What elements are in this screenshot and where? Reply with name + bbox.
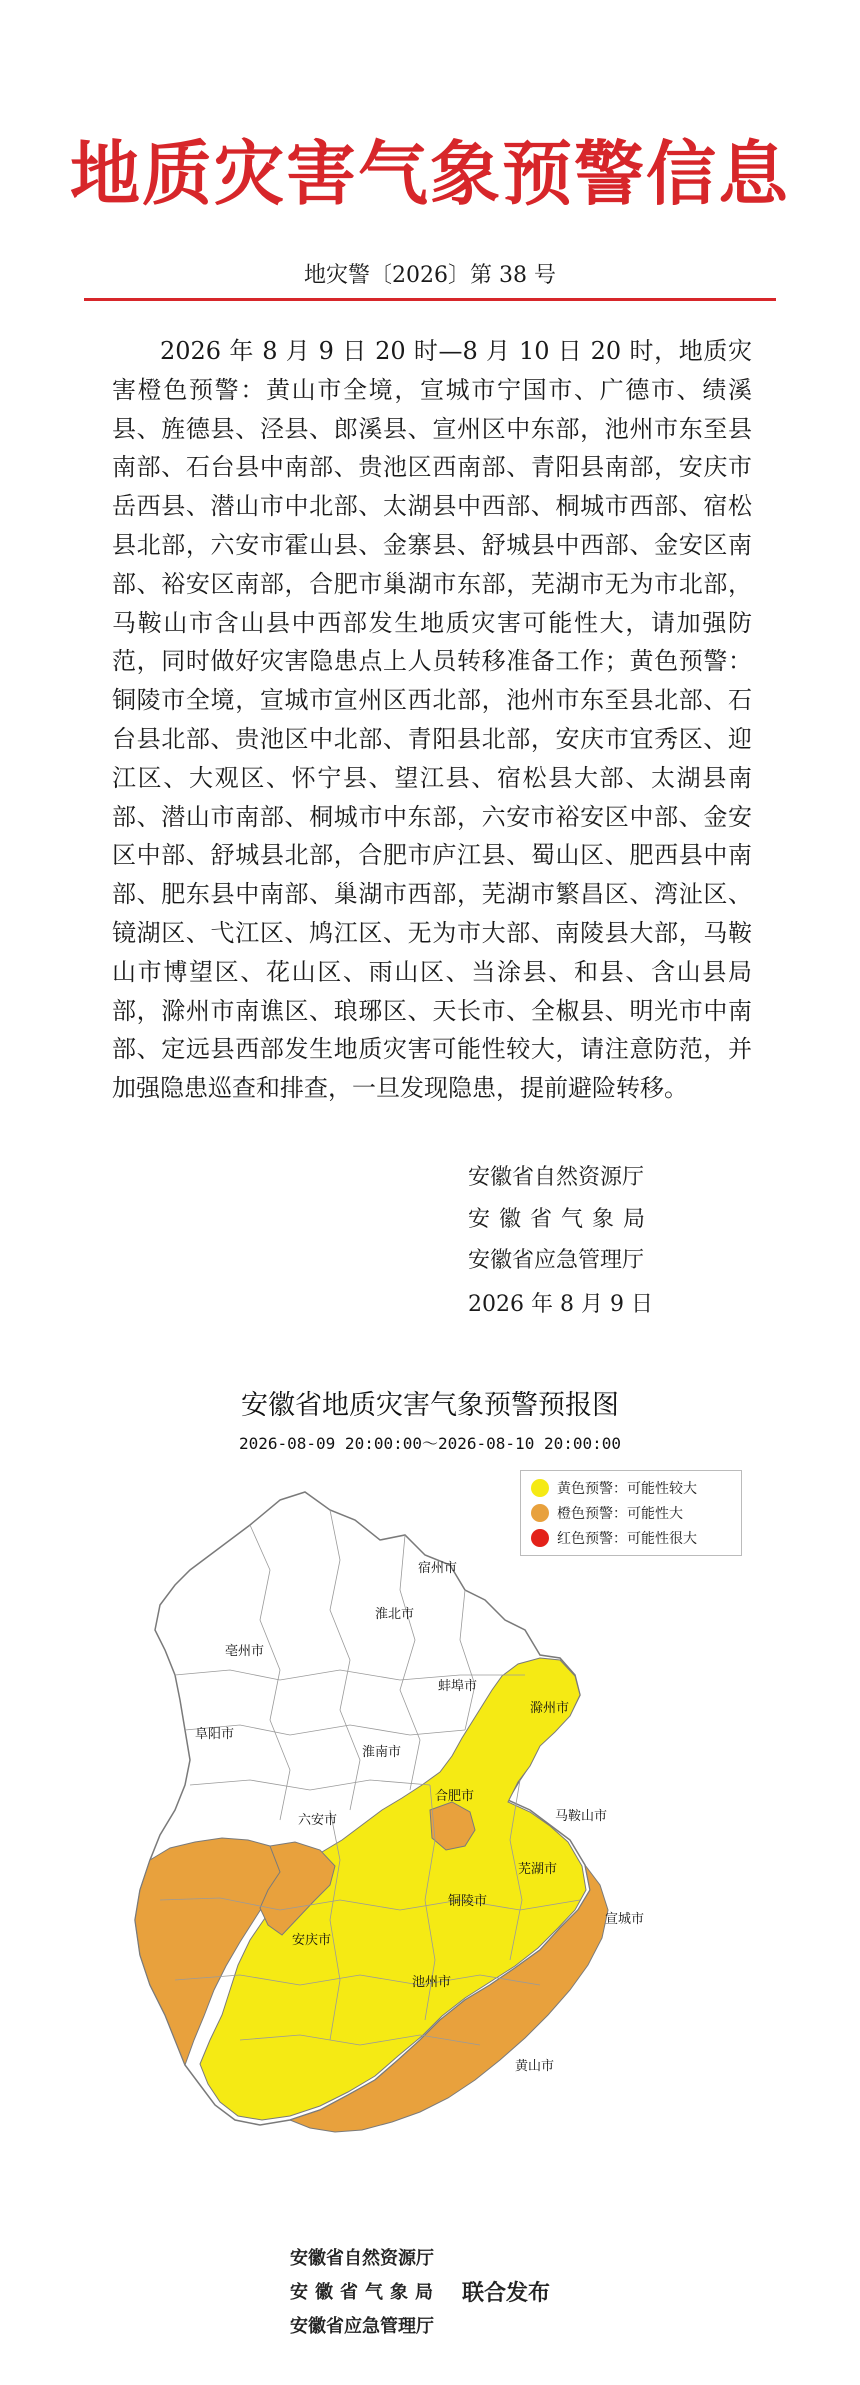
map-label-bengbu: 蚌埠市	[438, 1679, 478, 1694]
map-label-huangshan: 黄山市	[515, 2059, 555, 2074]
footer-org-meteorology: 安徽省气象局	[290, 2282, 440, 2303]
legend-label-red: 红色预警：可能性很大	[557, 1531, 697, 1547]
map-label-hefei: 合肥市	[435, 1789, 475, 1804]
map-label-tongling: 铜陵市	[448, 1894, 488, 1909]
map-label-xuancheng: 宣城市	[605, 1912, 645, 1927]
legend-item-red	[531, 1527, 697, 1549]
footer-org-emergency: 安徽省应急管理厅	[290, 2316, 434, 2337]
map-period: 2026-08-09 20:00:00～2026-08-10 20:00:00	[238, 1434, 622, 1453]
legend-swatch-yellow	[531, 1479, 549, 1497]
map-label-luan: 六安市	[298, 1813, 338, 1828]
map-label-bozhou: 亳州市	[225, 1644, 265, 1659]
map-label-maanshan: 马鞍山市	[555, 1809, 608, 1824]
map-label-huaibei: 淮北市	[375, 1607, 415, 1622]
map-label-wuhu: 芜湖市	[518, 1862, 558, 1877]
legend-swatch-orange	[531, 1504, 549, 1522]
map-label-suzhou: 宿州市	[418, 1561, 458, 1576]
map-label-chuzhou: 滁州市	[530, 1701, 570, 1716]
signature-org-emergency: 安徽省应急管理厅	[468, 1248, 645, 1273]
map-label-huainan: 淮南市	[362, 1745, 402, 1760]
legend-label-orange: 橙色预警：可能性大	[557, 1506, 683, 1522]
legend-swatch-red	[531, 1529, 549, 1547]
red-divider	[84, 298, 776, 301]
map-legend	[520, 1470, 742, 1556]
map-label-chizhou: 池州市	[412, 1975, 452, 1990]
warning-notice-text: 2026 年 8 月 9 日 20 时—8 月 10 日 20 时，地质灾害橙色预警：黄山市全境，宣城市宁国市、广德市、绩溪县、旌德县、泾县、郎溪县、宣州区中东部，池州市东至县南部、石台县中南部、贵池区西南部、青阳县南部，安庆市岳西县、潜山市中北部、太湖县中西部、桐城市西部、宿松县北部，六安市霍山县、金寨县、舒城县中西部、金安区南部、裕安区南部，合肥市巢湖市东部，芜湖市无为市北部，马鞍山市含山县中西部发生地质灾害可能性大，请加强防范，同时做好灾害隐患点上人员转移准备工作；黄色预警：铜陵市全境，宣城市宣州区西北部，池州市东至县北部、石台县北部、贵池区中北部、青阳县北部，安庆市宜秀区、迎江区、大观区、怀宁县、望江县、宿松县大部、太湖县南部、潜山市南部、桐城市中东部，六安市裕安区中部、金安区中部、舒城县北部，合肥市庐江县、蜀山区、肥西县中南部、肥东县中南部、巢湖市西部，芜湖市繁昌区、湾沚区、镜湖区、弋江区、鸠江区、无为市大部、南陵县大部，马鞍山市博望区、花山区、雨山区、当涂县、和县、含山县局部，滁州市南谯区、琅琊区、天长市、全椒县、明光市中南部、定远县西部发生地质灾害可能性较大，请注意防范，并加强隐患巡查和排查，一旦发现隐患，提前避险转移。	[112, 337, 752, 1103]
footer-joint-release: 联合发布	[462, 2281, 551, 2306]
legend-item-orange	[531, 1502, 683, 1524]
footer-org-natural-resources: 安徽省自然资源厅	[290, 2248, 434, 2269]
signature-org-natural-resources: 安徽省自然资源厅	[468, 1165, 645, 1190]
signature-date: 2026 年 8 月 9 日	[468, 1292, 653, 1317]
page-title: 地质灾害气象预警信息	[70, 133, 790, 215]
map-label-anqing: 安庆市	[292, 1933, 332, 1948]
map-title: 安徽省地质灾害气象预警预报图	[241, 1390, 619, 1421]
legend-item-yellow	[531, 1477, 697, 1499]
map-label-fuyang: 阜阳市	[195, 1727, 235, 1742]
warning-map	[130, 1480, 750, 2190]
signature-org-meteorology: 安徽省气象局	[468, 1207, 655, 1232]
document-number: 地灾警〔2026〕第 38 号	[304, 263, 556, 288]
legend-label-yellow: 黄色预警：可能性较大	[557, 1481, 697, 1497]
